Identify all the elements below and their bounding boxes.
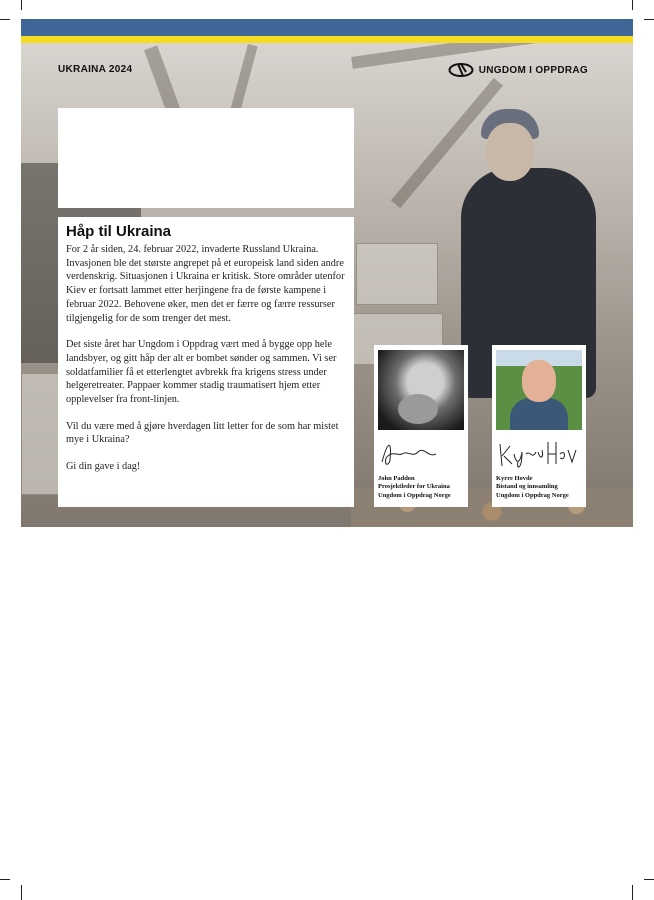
person-card xyxy=(492,345,586,507)
crop-mark xyxy=(632,0,633,10)
article-title: Håp til Ukraina xyxy=(66,223,172,240)
person-card xyxy=(374,345,468,507)
person-name: Kyrre Hovde xyxy=(496,475,533,482)
portrait-photo xyxy=(496,350,582,430)
call-to-action: Gi din gave i dag! xyxy=(66,461,141,473)
crop-mark xyxy=(0,19,10,20)
publication-label: UKRAINA 2024 xyxy=(58,64,133,75)
org-logo xyxy=(448,62,588,78)
article-paragraph: For 2 år siden, 24. februar 2022, invaderte Russland Ukraina. Invasjonen ble det største angrepet på et europeisk land siden andre verdenskrig. Situasjonen i Ukraina er kritisk. Store områder utenfor Kiev er fortsatt lammet etter herjingene fra de første kampene i februar 2022. Behovene øker, men det er færre og færre ressurser tilgjengelig for de som trenger det mest. xyxy=(66,244,345,324)
crop-mark xyxy=(644,19,654,20)
flag-stripe-yellow xyxy=(21,36,633,43)
blank-panel xyxy=(58,108,354,208)
crop-mark xyxy=(632,885,633,900)
flag-stripe-blue xyxy=(21,19,633,36)
person-org: Ungdom i Oppdrag Norge xyxy=(378,491,451,499)
article-paragraph: Vil du være med å gjøre hverdagen litt letter for de som har mistet mye i Ukraina? xyxy=(66,420,339,446)
person-org: Ungdom i Oppdrag Norge xyxy=(496,491,569,499)
person-name: John Paddon xyxy=(378,475,415,482)
person-role: Prosjektleder for Ukraina xyxy=(378,483,450,491)
article-paragraph: Det siste året har Ungdom i Oppdrag vært med å bygge opp hele landsbyer, og gitt håp der alt er bombet sønder og sammen. Vi ser soldatfamilier få et etterlengtet avbrekk fra krigens stress under helgeretreater. Pappaer kommer stadig traumatisert hjem etter opplevelser fra front-linjen. xyxy=(66,339,337,406)
signature xyxy=(378,436,464,470)
person-role: Bistand og innsamling xyxy=(496,483,558,491)
crop-mark xyxy=(0,879,10,880)
crop-mark xyxy=(644,879,654,880)
portrait-photo xyxy=(378,350,464,430)
logo-text: UNGDOM I OPPDRAG xyxy=(478,64,588,76)
article-panel xyxy=(58,217,354,507)
logo-icon xyxy=(448,62,474,78)
crop-mark xyxy=(21,0,22,10)
crop-mark xyxy=(21,885,22,900)
signature xyxy=(496,436,582,470)
